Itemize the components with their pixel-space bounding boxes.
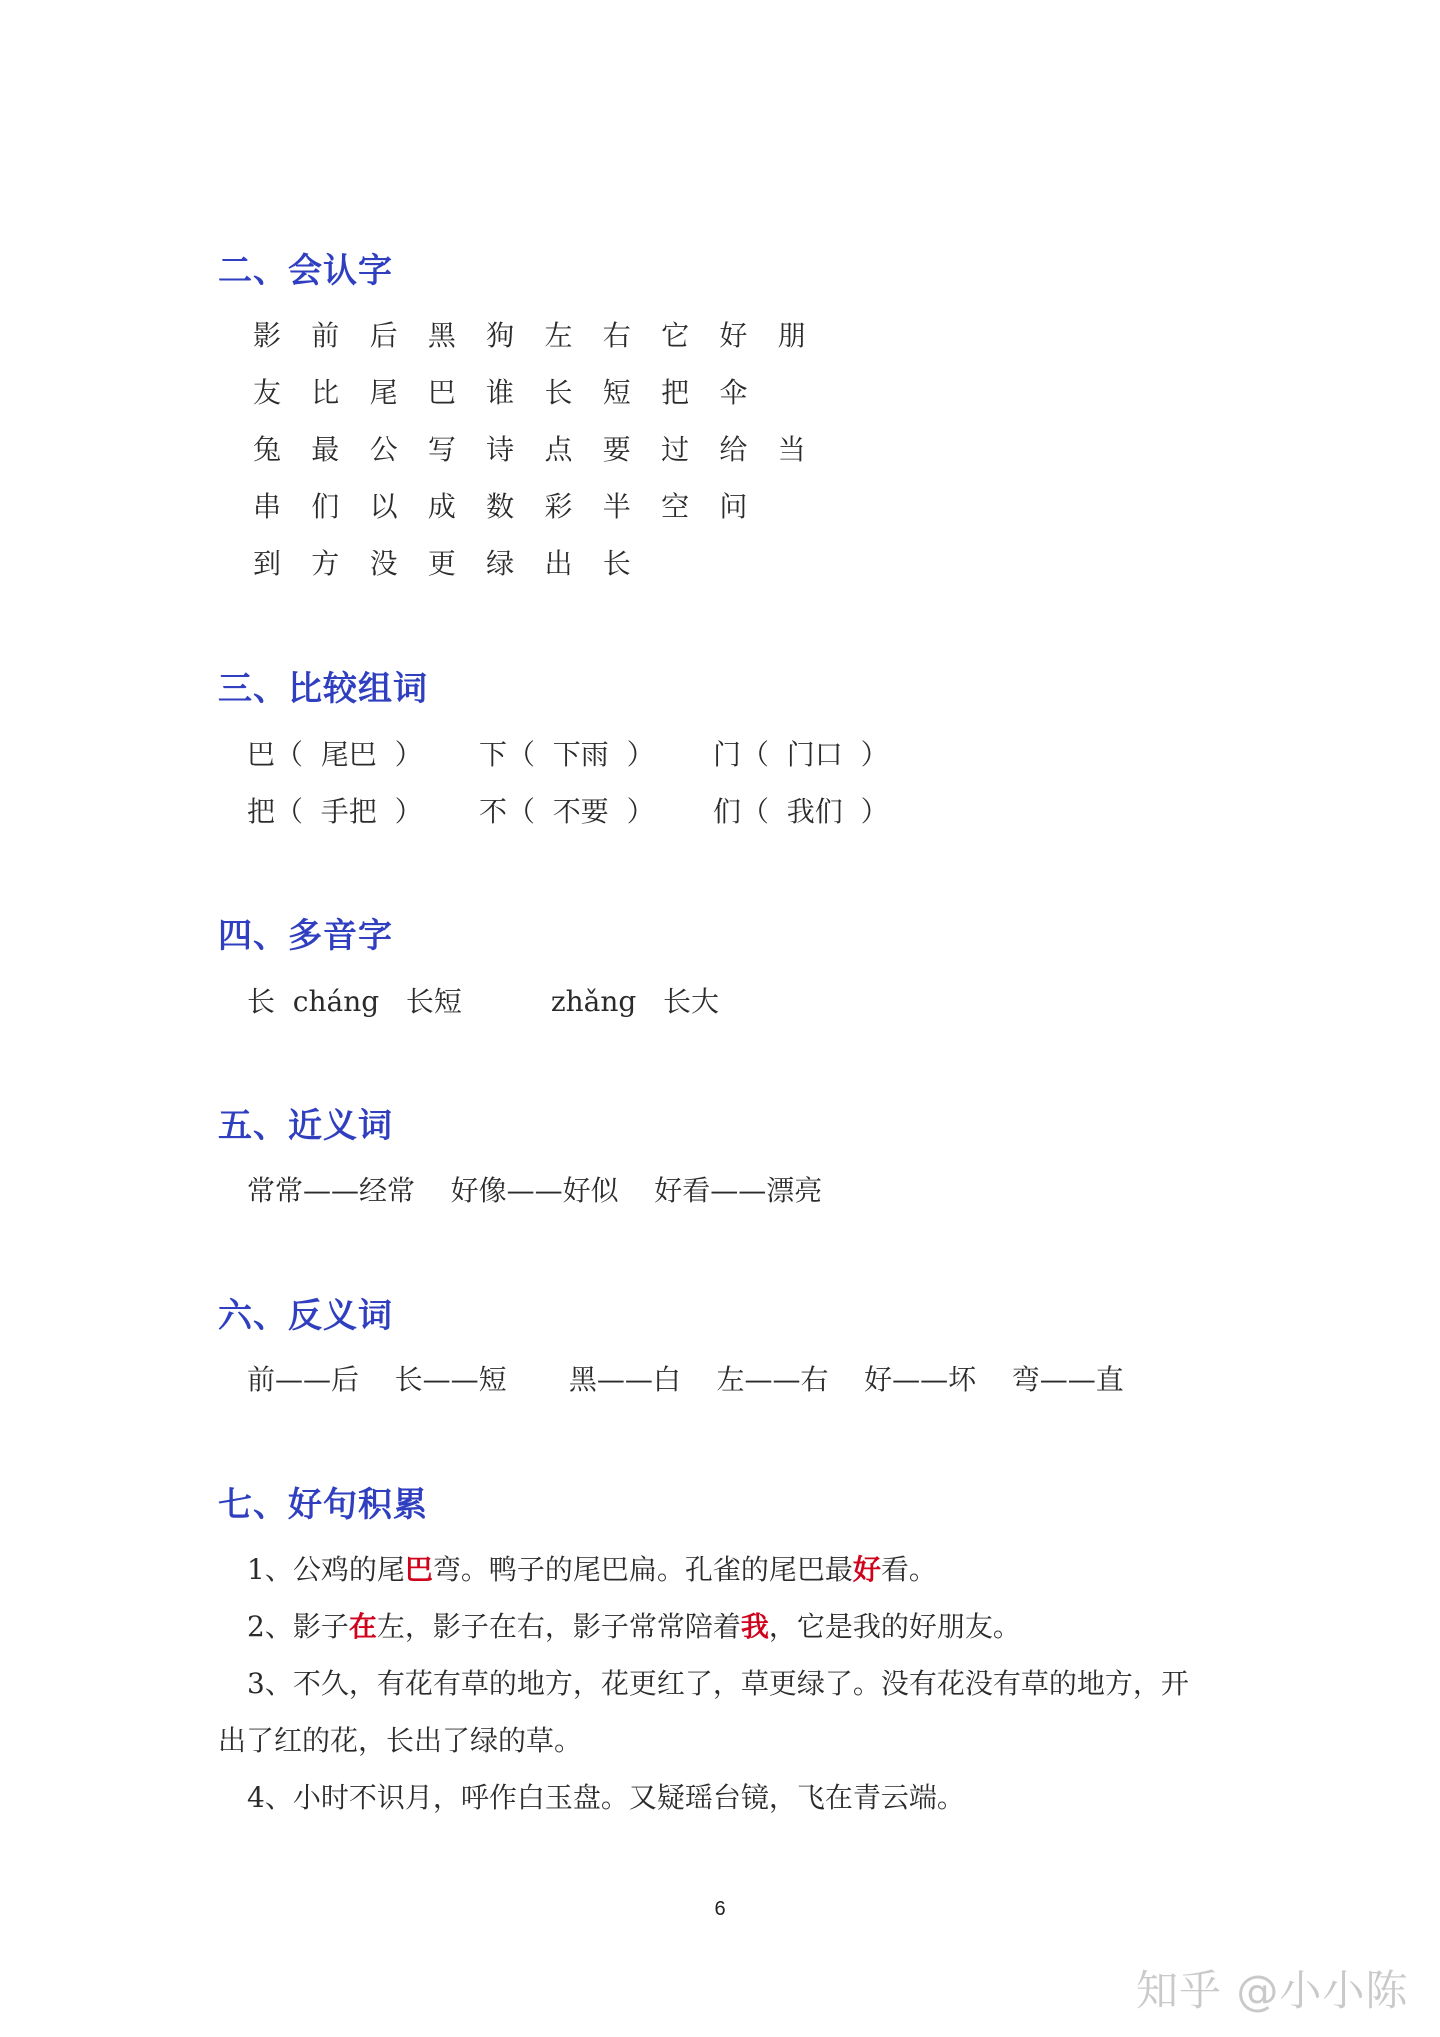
word-pair: 把（ 手把 ） bbox=[247, 795, 423, 828]
word-pair: 们（ 我们 ） bbox=[713, 795, 889, 828]
character: 点 bbox=[544, 433, 573, 466]
polyphonic-line: 长 cháng 长短 zhǎng 长大 bbox=[247, 985, 720, 1018]
sentence-text: 看。 bbox=[880, 1553, 937, 1586]
character: 把 bbox=[661, 376, 690, 409]
sentence-text: 弯。鸭子的尾巴扁。孔雀的尾巴最 bbox=[432, 1553, 853, 1586]
section-heading-compare-words: 三、比较组词 bbox=[218, 669, 428, 709]
antonyms-line: 前——后 长——短 黑——白 左——右 好——坏 弯——直 bbox=[247, 1363, 1124, 1396]
character: 比 bbox=[311, 376, 340, 409]
sentence-3: 3、不久，有花有草的地方，花更红了，草更绿了。没有花没有草的地方，开 bbox=[247, 1667, 1189, 1700]
word-pair: 巴（ 尾巴 ） bbox=[247, 738, 423, 771]
character: 巴 bbox=[427, 376, 456, 409]
character: 朋 bbox=[777, 319, 806, 352]
sentence-4: 4、小时不识月，呼作白玉盘。又疑瑶台镜，飞在青云端。 bbox=[247, 1781, 965, 1814]
character: 诗 bbox=[486, 433, 515, 466]
section-heading-synonyms: 五、近义词 bbox=[218, 1106, 393, 1146]
character: 兔 bbox=[252, 433, 281, 466]
character: 更 bbox=[427, 547, 456, 580]
character: 好 bbox=[719, 319, 748, 352]
character: 过 bbox=[661, 433, 690, 466]
character: 最 bbox=[311, 433, 340, 466]
character: 狗 bbox=[486, 319, 515, 352]
character: 出 bbox=[544, 547, 573, 580]
character: 前 bbox=[311, 319, 340, 352]
highlight-char: 巴 bbox=[404, 1553, 433, 1586]
character: 右 bbox=[602, 319, 631, 352]
synonyms-line: 常常——经常 好像——好似 好看——漂亮 bbox=[247, 1174, 823, 1207]
character: 们 bbox=[311, 490, 340, 523]
character: 公 bbox=[369, 433, 398, 466]
sentence-text: ，它是我的好朋友。 bbox=[768, 1610, 1021, 1643]
character: 到 bbox=[252, 547, 281, 580]
character: 尾 bbox=[369, 376, 398, 409]
character: 它 bbox=[661, 319, 690, 352]
character: 谁 bbox=[486, 376, 515, 409]
highlight-char: 在 bbox=[348, 1610, 377, 1643]
word-pair: 不（ 不要 ） bbox=[479, 795, 655, 828]
watermark: 知乎 @小小陈 bbox=[1136, 1966, 1409, 2015]
character: 成 bbox=[427, 490, 456, 523]
character: 以 bbox=[369, 490, 398, 523]
character: 影 bbox=[252, 319, 281, 352]
page-number: 6 bbox=[714, 1898, 726, 1920]
character: 问 bbox=[719, 490, 748, 523]
section-heading-good-sentences: 七、好句积累 bbox=[218, 1485, 428, 1525]
character: 后 bbox=[369, 319, 398, 352]
character: 半 bbox=[602, 490, 631, 523]
character: 方 bbox=[311, 547, 340, 580]
section-heading-polyphonic: 四、多音字 bbox=[218, 916, 393, 956]
character: 当 bbox=[777, 433, 806, 466]
sentence-1 bbox=[247, 1550, 937, 1590]
section-heading-antonyms: 六、反义词 bbox=[218, 1296, 393, 1336]
character: 短 bbox=[602, 376, 631, 409]
character: 空 bbox=[661, 490, 690, 523]
character: 友 bbox=[252, 376, 281, 409]
sentence-text: 2、影子 bbox=[247, 1610, 349, 1643]
sentence-text: 1、公鸡的尾 bbox=[247, 1553, 405, 1586]
character: 长 bbox=[602, 547, 631, 580]
word-pair: 门（ 门口 ） bbox=[713, 738, 889, 771]
character: 彩 bbox=[544, 490, 573, 523]
character: 伞 bbox=[719, 376, 748, 409]
character: 写 bbox=[427, 433, 456, 466]
sentence-3-continued: 出了红的花，长出了绿的草。 bbox=[218, 1724, 583, 1757]
highlight-char: 好 bbox=[852, 1553, 881, 1586]
character: 给 bbox=[719, 433, 748, 466]
character: 黑 bbox=[427, 319, 456, 352]
character: 没 bbox=[369, 547, 398, 580]
character: 数 bbox=[486, 490, 515, 523]
character: 绿 bbox=[486, 547, 515, 580]
sentence-2 bbox=[247, 1607, 1021, 1647]
highlight-char: 我 bbox=[740, 1610, 769, 1643]
character: 串 bbox=[252, 490, 281, 523]
sentence-text: 左，影子在右，影子常常陪着 bbox=[376, 1610, 741, 1643]
character: 左 bbox=[544, 319, 573, 352]
character: 长 bbox=[544, 376, 573, 409]
character: 要 bbox=[602, 433, 631, 466]
word-pair: 下（ 下雨 ） bbox=[479, 738, 655, 771]
section-heading-recognize-characters: 二、会认字 bbox=[218, 251, 393, 291]
